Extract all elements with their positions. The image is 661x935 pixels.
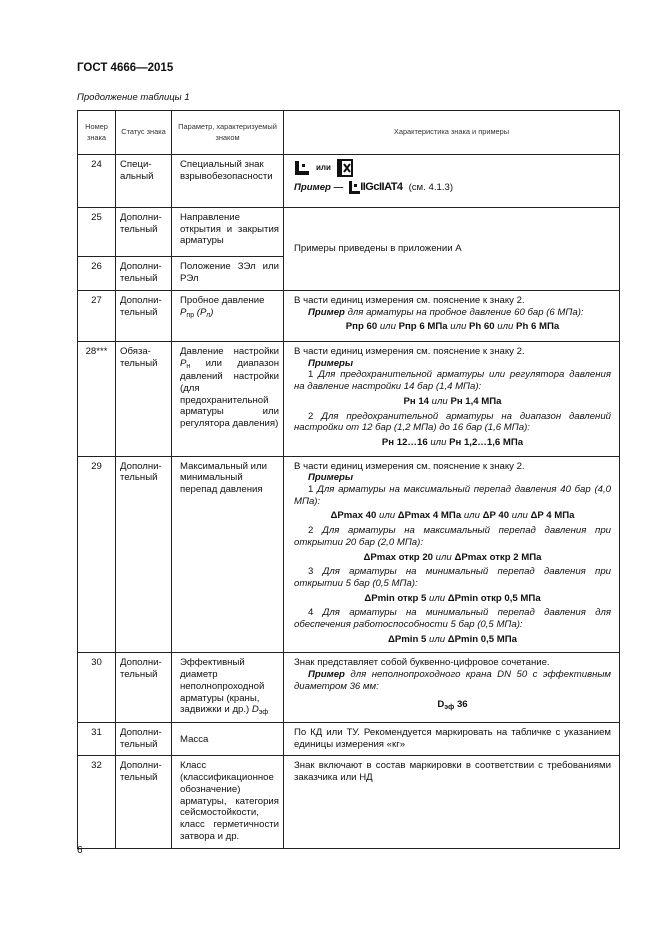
example-3-values: ΔPmin откр 5 или ΔPmin откр 0,5 МПа [364,592,541,604]
row-param [172,291,284,342]
description: Знак представляет собой буквенно-цифровое сочетание. [294,657,550,669]
example-label: Пример [308,669,345,681]
example-mark: IIGcIIAT4 [360,181,403,193]
example-reference: (см. 4.1.3) [408,181,454,193]
or-label: или [316,163,331,173]
table-row [78,723,620,756]
ex-symbol-icon [294,160,310,176]
table-row [78,653,620,723]
table-row [78,456,620,653]
col-header-param: Параметр, характеризуемый знаком [172,111,284,155]
row-number: 32 [78,756,116,849]
example-values: Рпр 60 или Рпр 6 МПа или Рh 60 или Рh 6 МПа [345,321,560,333]
appendix-reference: Примеры приведены в приложении А [294,243,462,255]
row-number: 29 [78,456,116,653]
param-symbol: P [180,306,187,318]
table-row [78,342,620,457]
example-1-values: ΔPmax 40 или ΔPmax 4 МПа или ΔP 40 или ΔP 4 МПа [330,510,575,522]
document-title: ГОСТ 4666—2015 [77,62,174,74]
param-symbol-alt: (P [196,306,207,318]
example-text: для неполнопроходного крана DN 50 с эффективным диаметром 36 мм: [294,669,611,692]
table-row [78,208,620,257]
row-param: Специальный знак взрывобезопасности [172,155,284,208]
examples-label: Примеры [308,472,354,484]
ex-symbol-alt-icon [337,159,353,177]
table-caption: Продолжение таблицы 1 [77,92,190,103]
example-2: 2 Для арматуры на максимальный перепад давления при открытии 20 бар (2,0 МПа): [294,525,612,548]
param-subscript: пр [186,311,195,319]
row-status: Дополни-тельный [116,756,172,849]
example-2-values: ΔPmax откр 20 или ΔPmax откр 2 МПа [363,551,542,563]
row-param: Давление настройки $P_н$ или диапазон давлений настройки (для предохранительной арматуры или регулятора давления) [172,342,284,457]
row-number: 31 [78,723,116,756]
col-header-char: Характеристика знака и примеры [284,111,620,155]
row-status: Дополни-тельный [116,208,172,257]
example-2-values: Рн 12…16 или Рн 1,2…1,6 МПа [381,436,524,448]
row-number: 28*** [78,342,116,457]
row-characteristic: Знак включают в состав маркировки в соответствии с требованиями заказчика или НД [284,756,620,849]
table-row [78,291,620,342]
example-3: 3 Для арматуры на минимальный перепад давления при открытии 5 бар (0,5 МПа): [294,566,612,589]
row-number: 25 [78,208,116,257]
page-number: 6 [77,845,83,856]
example-1: 1 Для арматуры на максимальный перепад давления 40 бар (4,0 МПа): [294,484,611,507]
units-note: В части единиц измерения см. пояснение к знаку 2. [294,295,525,306]
example-1-values: Рн 14 или Рн 1,4 МПа [403,395,502,407]
ex-mark-icon [349,181,360,194]
units-note: В части единиц измерения см. пояснение к знаку 2. [294,460,525,472]
row-status: Дополни-тельный [116,653,172,723]
signs-table [77,110,620,849]
row-characteristic [284,456,620,653]
row-status: Дополни-тельный [116,257,172,291]
col-header-status: Статус знака [116,111,172,155]
example-4-values: ΔPmin 5 или ΔPmin 0,5 МПа [387,633,518,645]
row-status: Дополни-тельный [116,456,172,653]
param-subscript-alt: п [206,311,211,319]
example-4: 4 Для арматуры на минимальный перепад давления для обеспечения работоспособности 5 бар (0,5 МПа): [294,607,612,631]
row-status: Дополни-тельный [116,723,172,756]
row-characteristic [284,208,620,291]
row-status: Специ-альный [116,155,172,208]
row-number: 24 [78,155,116,208]
row-param: Направление открытия и закрытия арматуры [172,208,284,257]
row-characteristic [284,291,620,342]
row-param: Эффективный диаметр неполнопроходной арматуры (краны, задвижки и др.) $D_{эф}$ [172,653,284,723]
row-characteristic [284,342,620,457]
table-row [78,155,620,208]
examples-label: Примеры [308,357,354,369]
example-text: для арматуры на пробное давление 60 бар (6 МПа): [347,306,584,318]
units-note: В части единиц измерения см. пояснение к знаку 2. [294,346,525,357]
row-status: Обяза-тельный [116,342,172,457]
row-status: Дополни-тельный [116,291,172,342]
param-text: Пробное давление [180,295,265,306]
table-header-row [78,111,620,155]
row-characteristic [284,155,620,208]
row-characteristic: По КД или ТУ. Рекомендуется маркировать на табличке с указанием единицы измерения «кг» [284,723,620,756]
row-number: 26 [78,257,116,291]
row-param: Класс (классификационное обозначение) арматуры, категория сейсмостойкости, класс герметичности затвора и др. [172,756,284,849]
param-bracket: ) [210,306,214,318]
example-1: 1 Для предохранительной арматуры или регулятора давления на давление настройки 14 бар (1,4 МПа): [294,369,611,393]
col-header-num: Номер знака [78,111,116,155]
row-param: Максимальный или минимальный перепад давления [172,456,284,653]
row-number: 30 [78,653,116,723]
example-label: Пример [308,306,345,318]
example-label: Пример — [294,181,344,193]
row-number: 27 [78,291,116,342]
example-values: $D_{эф}$ 36 [437,698,468,711]
row-characteristic [284,653,620,723]
example-2: 2 Для предохранительной арматуры на диапазон давлений настройки от 12 бар (1,2 МПа) до 16 бар (1,6 МПа): [294,410,611,434]
table-row [78,756,620,849]
row-param: Масса [172,723,284,756]
row-param: Положение ЗЭл или РЭл [172,257,284,291]
